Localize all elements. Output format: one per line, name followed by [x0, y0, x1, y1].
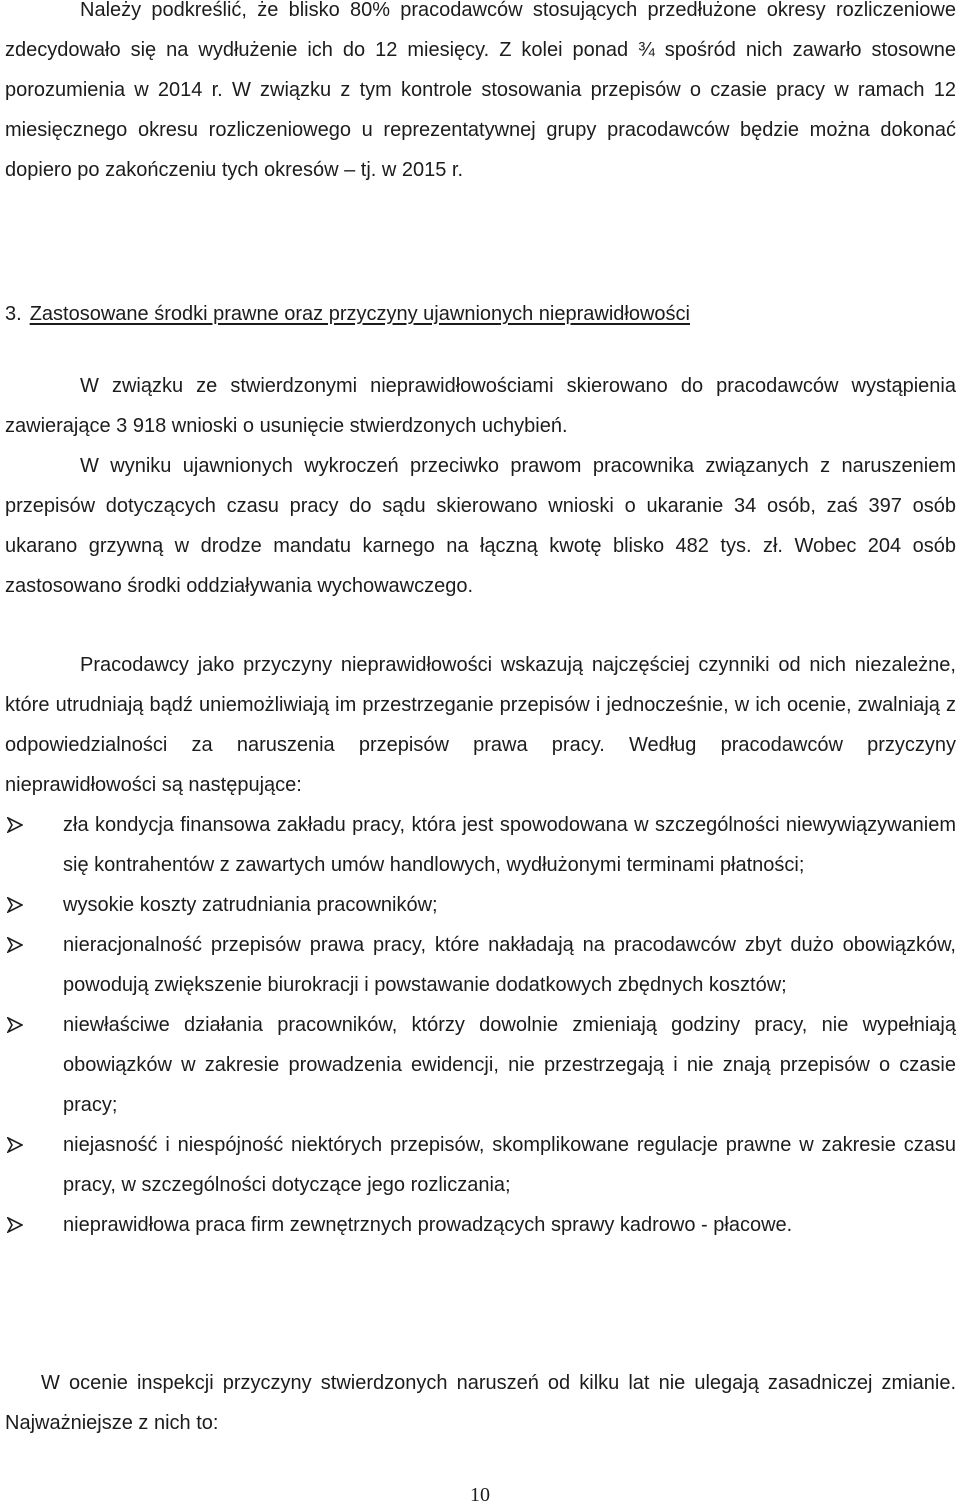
- arrow-bullet-icon: [7, 817, 23, 833]
- list-item: [5, 925, 956, 1005]
- paragraph-text: Należy podkreślić, że blisko 80% pracodawców stosujących przedłużone okresy rozliczeniowe zdecydowało się na wydłużenie ich do 12 miesięcy. Z kolei ponad ¾ spośród nich zawarło stosowne porozumienia w 2014 r. W związku z tym kontrole stosowania przepisów o czasie pracy w ramach 12 miesięcznego okresu rozliczeniowego u reprezentatywnej grupy pracodawców będzie można dokonać dopiero po zakończeniu tych okresów – tj. w 2015 r.: [5, 0, 956, 181]
- paragraph-text: Pracodawcy jako przyczyny nieprawidłowości wskazują najczęściej czynniki od nich niezależne, które utrudniają bądź uniemożliwiają im przestrzeganie przepisów i jednocześnie, w ich ocenie, zwalniają z odpowiedzialności za naruszenia przepisów prawa pracy. Według pracodawców przyczyny nieprawidłowości są następujące:: [5, 654, 956, 796]
- arrow-bullet-icon: [7, 1137, 23, 1153]
- arrow-bullet-icon: [7, 937, 23, 953]
- list-item: [5, 805, 956, 885]
- paragraph-text: W ocenie inspekcji przyczyny stwierdzonych naruszeń od kilku lat nie ulegają zasadniczej zmianie. Najważniejsze z nich to:: [5, 1372, 956, 1434]
- list-item-text: wysokie koszty zatrudniania pracowników;: [63, 894, 438, 916]
- paragraph-offences: [5, 446, 956, 606]
- bullet-list: [5, 805, 956, 1245]
- list-item-text: nieprawidłowa praca firm zewnętrznych prowadzących sprawy kadrowo - płacowe.: [63, 1214, 793, 1236]
- paragraph-inspection-assessment: [5, 1363, 956, 1443]
- paragraph-overtime-periods: [5, 0, 956, 190]
- paragraph-text: W wyniku ujawnionych wykroczeń przeciwko prawom pracownika związanych z naruszeniem przepisów dotyczących czasu pracy do sądu skierowano wnioski o ukaranie 34 osób, zaś 397 osób ukarano grzywną w drodze mandatu karnego na łączną kwotę blisko 482 tys. zł. Wobec 204 osób zastosowano środki oddziaływania wychowawczego.: [5, 455, 956, 597]
- paragraph-requests: [5, 366, 956, 446]
- page-number: 10: [470, 1484, 490, 1506]
- section-title: Zastosowane środki prawne oraz przyczyny ujawnionych nieprawidłowości: [29, 303, 690, 325]
- paragraph-text: W związku ze stwierdzonymi nieprawidłowościami skierowano do pracodawców wystąpienia zawierające 3 918 wnioski o usunięcie stwierdzonych uchybień.: [5, 375, 956, 437]
- list-item: [5, 1005, 956, 1125]
- section-heading: [5, 294, 690, 334]
- list-item: [5, 1125, 956, 1205]
- list-item-text: zła kondycja finansowa zakładu pracy, która jest spowodowana w szczególności niewywiązywaniem się kontrahentów z zawartych umów handlowych, wydłużonymi terminami płatności;: [63, 814, 956, 876]
- list-item: [5, 885, 956, 925]
- causes-list: [5, 805, 956, 1245]
- list-item-text: nieracjonalność przepisów prawa pracy, które nakładają na pracodawców zbyt dużo obowiązków, powodują zwiększenie biurokracji i powstawanie dodatkowych zbędnych kosztów;: [63, 934, 956, 996]
- list-item-text: niejasność i niespójność niektórych przepisów, skomplikowane regulacje prawne w zakresie czasu pracy, w szczególności dotyczące jego rozliczania;: [63, 1134, 956, 1196]
- arrow-bullet-icon: [7, 1217, 23, 1233]
- list-item-text: niewłaściwe działania pracowników, którzy dowolnie zmieniają godziny pracy, nie wypełniają obowiązków w zakresie prowadzenia ewidencji, nie przestrzegają i nie znają przepisów o czasie pracy;: [63, 1014, 956, 1116]
- paragraph-employer-causes: [5, 645, 956, 805]
- arrow-bullet-icon: [7, 897, 23, 913]
- section-number: 3.: [5, 303, 22, 325]
- list-item: [5, 1205, 956, 1245]
- arrow-bullet-icon: [7, 1017, 23, 1033]
